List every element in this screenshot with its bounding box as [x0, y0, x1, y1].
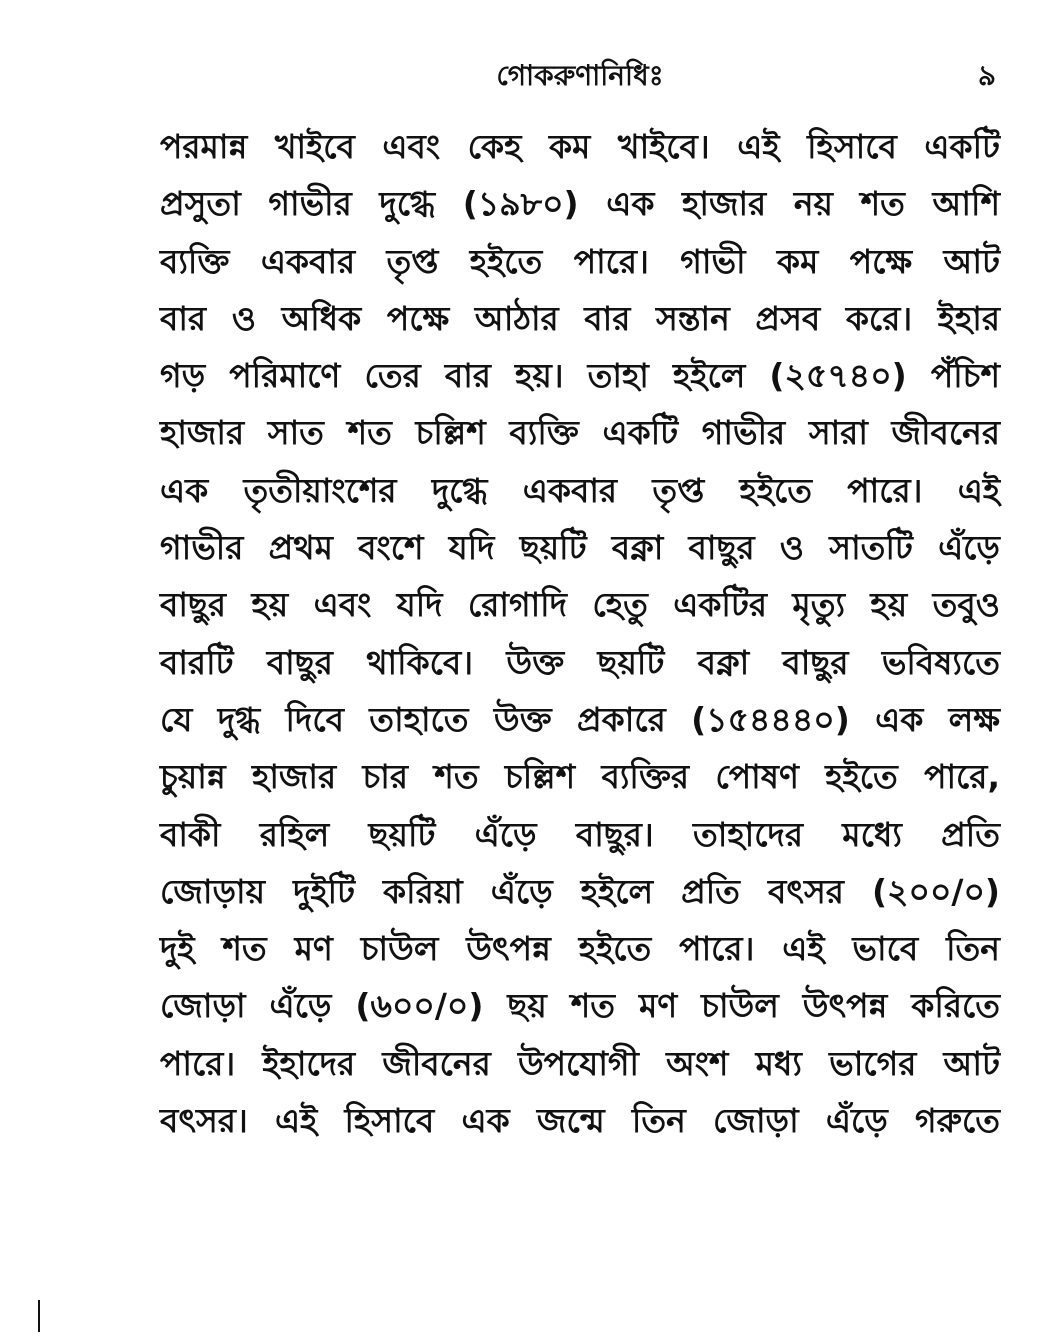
- page-number: ৯: [977, 59, 996, 92]
- text-line-15: দুই শত মণ চাউল উৎপন্ন হইতে পারে। এই ভাবে তিন: [160, 929, 1000, 969]
- text-line-3: ব্যক্তি একবার তৃপ্ত হইতে পারে। গাভী কম পক্ষে আট: [160, 241, 1000, 281]
- running-title: গোকরুণানিধিঃ: [496, 59, 664, 92]
- margin-mark: [38, 1300, 40, 1332]
- text-line-5: গড় পরিমাণে তের বার হয়। তাহা হইলে (২৫৭৪০) পঁচিশ: [160, 356, 1000, 396]
- text-line-7: এক তৃতীয়াংশের দুগ্ধে একবার তৃপ্ত হইতে পারে। এই: [160, 470, 1000, 510]
- text-line-2: প্রসুতা গাভীর দুগ্ধে (১৯৮০) এক হাজার নয় শত আশি: [160, 184, 1000, 224]
- text-line-8: গাভীর প্রথম বংশে যদি ছয়টি বক্না বাছুর ও সাতটি এঁড়ে: [160, 528, 1000, 568]
- text-line-17: পারে। ইহাদের জীবনের উপযোগী অংশ মধ্য ভাগের আট: [160, 1043, 1000, 1083]
- text-line-4: বার ও অধিক পক্ষে আঠার বার সন্তান প্রসব করে। ইহার: [160, 298, 1000, 338]
- text-line-10: বারটি বাছুর থাকিবে। উক্ত ছয়টি বক্না বাছুর ভবিষ্যতে: [160, 642, 1000, 682]
- running-header: [160, 56, 1000, 96]
- text-line-12: চুয়ান্ন হাজার চার শত চল্লিশ ব্যক্তির পোষণ হইতে পারে,: [160, 757, 1000, 797]
- text-line-1: পরমান্ন খাইবে এবং কেহ কম খাইবে। এই হিসাবে একটি: [160, 127, 1000, 166]
- body-text: [160, 118, 1000, 1149]
- text-line-14: জোড়ায় দুইটি করিয়া এঁড়ে হইলে প্রতি বৎসর (২০০/০): [160, 871, 1000, 911]
- text-line-6: হাজার সাত শত চল্লিশ ব্যক্তি একটি গাভীর সারা জীবনের: [160, 413, 1000, 453]
- text-line-11: যে দুগ্ধ দিবে তাহাতে উক্ত প্রকারে (১৫৪৪৪০) এক লক্ষ: [160, 699, 1000, 739]
- text-line-16: জোড়া এঁড়ে (৬০০/০) ছয় শত মণ চাউল উৎপন্ন করিতে: [160, 986, 1000, 1026]
- text-line-18: বৎসর। এই হিসাবে এক জন্মে তিন জোড়া এঁড়ে গরুতে: [160, 1101, 1000, 1141]
- text-line-9: বাছুর হয় এবং যদি রোগাদি হেতু একটির মৃত্যু হয় তবুও: [160, 585, 1000, 625]
- text-line-13: বাকী রহিল ছয়টি এঁড়ে বাছুর। তাহাদের মধ্যে প্রতি: [160, 814, 1000, 854]
